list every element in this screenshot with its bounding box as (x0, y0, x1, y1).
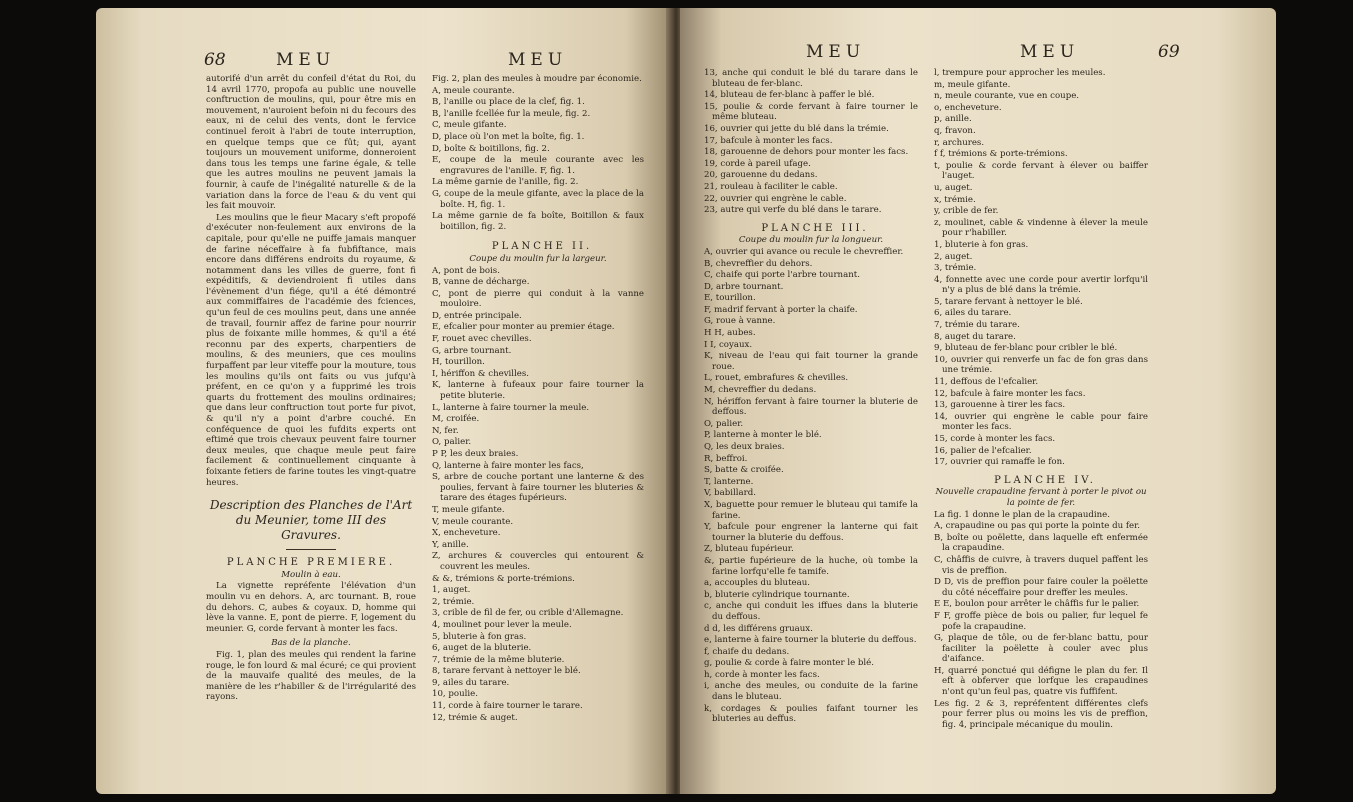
legend-item: 10, poulie. (432, 689, 478, 700)
legend-item: D D, vis de preffion pour faire couler la poëlette du côté néceffaire pour dreffer les meules. (934, 577, 1148, 598)
legend-item: B, boîte ou poëlette, dans laquelle eft enfermée la crapaudine. (934, 532, 1148, 554)
legend-item: 9, bluteau de fer-blanc pour cribler le blé. (934, 343, 1118, 354)
figure-legend-list (432, 74, 644, 232)
legend-item: q, fravon. (934, 125, 976, 136)
legend-item: 3, trémie. (934, 263, 977, 274)
description-title: Description des Planches de l'Art du Meunier, tome III des Gravures. (209, 498, 413, 543)
section-subtitle: Bas de la planche. (271, 638, 351, 649)
legend-item: 14, bluteau de fer-blanc à paffer le blé. (704, 90, 875, 101)
legend-item: T, lanterne. (704, 476, 754, 487)
running-header-right-col1: MEU (806, 42, 866, 62)
legend-item: La même garnie de fa boîte, Boitillon & faux boitillon, fig. 2. (432, 211, 644, 232)
legend-item: A, meule courante. (432, 85, 515, 96)
legend-item: 5, bluterie à fon gras. (432, 631, 527, 642)
legend-item: b, bluterie cylindrique tournante. (704, 589, 850, 600)
legend-item: 2, trémie. (432, 596, 475, 607)
legend-item: E, efcalier pour monter au premier étage. (432, 322, 615, 333)
legend-item: r, archures. (934, 137, 985, 148)
legend-item: O, palier. (704, 418, 744, 429)
legend-item: G, arbre tournant. (432, 345, 512, 356)
legend-item: & &, trémions & porte-trémions. (432, 573, 575, 584)
legend-item: g, poulie & corde à faire monter le blé. (704, 658, 874, 669)
legend-item: E, coupe de la meule courante avec les engravures de l'anille. F, fig. 1. (432, 155, 644, 176)
legend-item: 4, moulinet pour lever la meule. (432, 619, 572, 630)
legend-item: Z, archures & couvercles qui entourent & couvrent les meules. (432, 551, 644, 572)
legend-item: h, corde à monter les facs. (704, 669, 820, 680)
legend-item: Les fig. 2 & 3, repréfentent différentes clefs pour ferrer plus ou moins les vis de preffion, fig. 4, principale mécanique du moulin. (934, 698, 1148, 730)
legend-item: G, coupe de la meule gifante, avec la place de la boîte. H, fig. 1. (432, 188, 644, 210)
legend-item: V, babillard. (704, 488, 757, 499)
legend-item: H, tourillon. (432, 357, 485, 368)
legend-item: Y, bafcule pour engrener la lanterne qui fait tourner la bluterie du deffous. (704, 522, 918, 543)
legend-item: D, arbre tournant. (704, 281, 784, 292)
legend-item: R, beffroi. (704, 453, 748, 464)
plate-subtitle: Moulin à eau. (281, 569, 341, 580)
legend-item: Z, bluteau fupérieur. (704, 544, 794, 555)
legend-item: E E, boulon pour arrêter le châffis fur le palier. (934, 599, 1140, 610)
legend-item: M, chevreffier du dedans. (704, 385, 817, 396)
running-header-right-col2: MEU (1020, 42, 1080, 62)
plate-title: PLANCHE PREMIERE. (226, 557, 396, 569)
legend-item: 18, garouenne de dehors pour monter les facs. (704, 147, 909, 158)
legend-item: o, encheveture. (934, 102, 1002, 113)
legend-item: M, croifée. (432, 414, 480, 425)
legend-item: 9, ailes du tarare. (432, 677, 510, 688)
legend-list (704, 68, 918, 216)
legend-item: 15, poulie & corde fervant à faire tourner le même bluteau. (704, 101, 918, 123)
legend-item: 7, trémie du tarare. (934, 320, 1020, 331)
legend-item: x, trémie. (934, 194, 976, 205)
legend-item: y, crible de fer. (934, 206, 999, 217)
legend-item: A, ouvrier qui avance ou recule le chevreffier. (704, 246, 904, 257)
legend-item: C, meule gifante. (432, 120, 507, 131)
legend-item: La même garnie de l'anille, fig. 2. (432, 177, 579, 188)
legend-item: l, trempure pour approcher les meules. (934, 68, 1106, 78)
legend-item: 8, tarare fervant à nettoyer le blé. (432, 666, 581, 677)
legend-item: 16, palier de l'efcalier. (934, 445, 1032, 456)
plate-title: PLANCHE II. (491, 241, 593, 253)
legend-item: Q, les deux braies. (704, 442, 785, 452)
legend-item: G, plaque de tôle, ou de fer-blanc battu, pour faciliter la poëlette à couler avec plus d'aifance. (934, 633, 1148, 665)
legend-item: c, anche qui conduit les iffues dans la bluterie du deffous. (704, 601, 918, 622)
legend-item: 14, ouvrier qui engrène le cable pour faire monter les facs. (934, 411, 1148, 433)
legend-item: 17, bafcule à monter les facs. (704, 135, 833, 146)
legend-item: 23, autre qui verfe du blé dans le tarare. (704, 205, 882, 216)
legend-item: D, entrée principale. (432, 310, 522, 321)
legend-item: P P, les deux braies. (432, 449, 519, 459)
plate-title: PLANCHE III. (761, 222, 869, 234)
legend-item: 15, corde à monter les facs. (934, 434, 1056, 444)
legend-item: Q, lanterne à faire monter les facs, (432, 460, 584, 471)
legend-item: B, vanne de décharge. (432, 277, 530, 288)
legend-item: B, l'anille ou place de la clef, fig. 1. (432, 97, 585, 108)
paragraph: Fig. 1, plan des meules qui rendent la farine rouge, le fon lourd & mal écuré; ce qui provient de la mauvaife qualité des meules, de la manière de les r'habiller & de l'irrégularité des rayons. (206, 649, 416, 703)
divider (286, 549, 336, 550)
legend-item: I I, coyaux. (704, 339, 753, 350)
legend-item: f f, trémions & porte-trémions. (934, 149, 1068, 160)
legend-item: 13, garouenne à tirer les facs. (934, 400, 1066, 411)
legend-item: i, anche des meules, ou conduite de la farine dans le bluteau. (704, 681, 918, 703)
legend-item: 3, crible de fil de fer, ou crible d'Allemagne. (432, 608, 624, 619)
legend-item: I, hériffon & chevilles. (432, 368, 530, 379)
legend-item: &, partie fupérieure de la huche, où tombe la farine lorfqu'elle fe tamife. (704, 555, 918, 577)
legend-item: 6, auget de la bluterie. (432, 643, 532, 654)
legend-item: 2, auget. (934, 251, 973, 262)
left-column-1 (206, 74, 416, 704)
legend-item: 10, ouvrier qui renverfe un fac de fon gras dans une trémie. (934, 354, 1148, 376)
open-book (96, 8, 1276, 794)
legend-item: C, châffis de cuivre, à travers duquel paffent les vis de preffion. (934, 554, 1148, 576)
left-page (96, 8, 672, 794)
legend-item: G, roue à vanne. (704, 316, 776, 327)
legend-item: a, accouples du bluteau. (704, 578, 811, 589)
page-number-left: 68 (204, 50, 226, 70)
legend-item: z, moulinet, cable & vindenne à élever la meule pour r'habiller. (934, 217, 1148, 239)
legend-item: 6, ailes du tarare. (934, 308, 1012, 319)
page-number-right: 69 (1158, 42, 1180, 62)
legend-item: 8, auget du tarare. (934, 331, 1016, 342)
right-page (680, 8, 1276, 794)
legend-item: k, cordages & poulies faifant tourner les bluteries au deffus. (704, 703, 918, 725)
right-column-2 (934, 68, 1148, 731)
legend-item: 1, bluterie à fon gras. (934, 239, 1029, 250)
legend-item: 17, ouvrier qui ramaffe le fon. (934, 457, 1065, 468)
plate-legend-list (704, 247, 918, 725)
legend-item: La fig. 1 donne le plan de la crapaudine. (934, 509, 1110, 520)
legend-item: S, batte & croifée. (704, 465, 784, 476)
legend-item: 7, trémie de la même bluterie. (432, 654, 565, 665)
legend-item: F F, groffe pièce de bois ou palier, fur lequel fe pofe la crapaudine. (934, 610, 1148, 632)
legend-item: F, rouet avec chevilles. (432, 334, 532, 345)
legend-item: D, place où l'on met la boîte, fig. 1. (432, 131, 585, 142)
legend-item: d d, les différens gruaux. (704, 623, 813, 634)
right-column-1 (704, 68, 918, 726)
legend-item: X, baguette pour remuer le bluteau qui tamife la farine. (704, 499, 918, 521)
legend-item: u, auget. (934, 182, 973, 193)
legend-item: P, lanterne à monter le blé. (704, 430, 822, 441)
legend-item: C, chaife qui porte l'arbre tournant. (704, 270, 860, 281)
legend-item: m, meule gifante. (934, 79, 1011, 90)
legend-item: L, rouet, embrafures & chevilles. (704, 373, 849, 384)
legend-item: L, lanterne à faire tourner la meule. (432, 402, 590, 413)
legend-item: F, madrif fervant à porter la chaife. (704, 304, 858, 315)
running-header-left-col1: MEU (276, 50, 336, 70)
legend-item: K, niveau de l'eau qui fait tourner la grande roue. (704, 351, 918, 372)
legend-item: 13, anche qui conduit le blé du tarare dans le bluteau de fer-blanc. (704, 68, 918, 89)
paragraph: autorifé d'un arrêt du confeil d'état du Roi, du 14 avril 1770, propofa au public une nouvelle conftruction de moulins, qui, pour être mis en mouvement, n'auroient befoin ni du fecours des eaux, ni de celui des vents, dont le fervice continuel feroit à l'abri de toute interruption, en quelque temps que ce fût; qui, ayant toujours un mouvement uniforme, donneroient dans tous les temps une farine égale, & telle que les autres moulins ne peuvent jamais la fournir, à caufe de l'inégalité naturelle & de la variation dans la force de l'eau & du vent qui les fait mouvoir. (206, 74, 416, 212)
legend-item: 12, bafcule à faire monter les facs. (934, 388, 1086, 399)
plate-subtitle: Nouvelle crapaudine fervant à porter le pivot ou la pointe de fer. (935, 487, 1147, 508)
legend-item: 4, fonnette avec une corde pour avertir lorfqu'il n'y a plus de blé dans la trémie. (934, 274, 1148, 296)
legend-item: N, hériffon fervant à faire tourner la bluterie de deffous. (704, 396, 918, 418)
legend-item: t, poulie & corde fervant à élever ou baiffer l'auget. (934, 160, 1148, 182)
legend-item: S, arbre de couche portant une lanterne & des poulies, fervant à faire tourner les bluteries & tarare des étages fupérieurs. (432, 472, 644, 504)
paragraph: La vignette repréfente l'élévation d'un moulin vu en dehors. A, arc tournant. B, roue du dehors. C, aubes & coyaux. D, homme qui lève la vanne. E, pont de pierre. F, logement du meunier. G, corde fervant à monter les facs. (206, 581, 416, 634)
plate-legend-list (432, 266, 644, 724)
legend-list (934, 68, 1148, 468)
legend-item: 19, corde à pareil ufage. (704, 158, 811, 169)
legend-item: Fig. 2, plan des meules à moudre par économie. (432, 74, 642, 84)
legend-item: A, crapaudine ou pas qui porte la pointe du fer. (934, 521, 1141, 532)
plate-legend-list (934, 510, 1148, 731)
plate-subtitle: Coupe du moulin fur la largeur. (469, 253, 607, 264)
legend-item: O, palier. (432, 437, 472, 448)
legend-item: 16, ouvrier qui jette du blé dans la trémie. (704, 123, 889, 134)
legend-item: V, meule courante. (432, 516, 514, 527)
plate-subtitle: Coupe du moulin fur la longueur. (738, 235, 884, 246)
running-header-left-col2: MEU (508, 50, 568, 70)
legend-item: f, chaife du dedans. (704, 646, 790, 657)
paragraph: Les moulins que le fieur Macary s'eft propofé d'exécuter non-feulement aux environs de la capitale, pour qu'elle ne puiffe jamais manquer de farine néceffaire à fa fubfiftance, mais encore dans différens endroits du royaume, & notamment dans les villes de guerre, font fi expéditifs, & deviendroient fi utiles dans l'évènement d'un fiége, qu'il a été démontré aux commiffaires de l'académie des fciences, qu'un feul de ces moulins peut, dans une année de travail, fournir affez de farine pour nourrir plus de foixante mille hommes, & qu'il a été reconnu par des experts, charpentiers de moulins, & des meuniers, que ces moulins furpaffent par leur viteffe pour la mouture, tous les moulins qu'ils ont faits ou vus jufqu'à préfent, en ce qu'on y a fupprimé les trois quarts du frottement des moulins ordinaires; que dans leur conftruction tout porte fur pivot, & qu'il n'y a point d'arbre couché. En conféquence de quoi les fufdits experts ont eftimé que trois chevaux peuvent faire tourner deux meules, que chaque meule peut faire facilement & continuellement cinquante à foixante fetiers de farine toutes les vingt-quatre heures. (206, 212, 416, 488)
legend-item: 12, trémie & auget. (432, 712, 518, 723)
legend-item: D, boîte & boitillons, fig. 2. (432, 143, 550, 154)
left-column-2 (432, 74, 644, 724)
legend-item: 1, auget. (432, 585, 471, 596)
legend-item: T, meule gifante. (432, 504, 505, 515)
legend-item: A, pont de bois. (432, 265, 500, 276)
legend-item: 5, tarare fervant à nettoyer le blé. (934, 296, 1083, 307)
legend-item: E, tourillon. (704, 293, 756, 304)
legend-item: K, lanterne à fufeaux pour faire tourner la petite bluterie. (432, 380, 644, 402)
legend-item: 11, deffous de l'efcalier. (934, 377, 1039, 388)
legend-item: e, lanterne à faire tourner la bluterie du deffous. (704, 635, 917, 646)
legend-item: Y, anille. (432, 539, 469, 550)
legend-item: B, l'anille fcellée fur la meule, fig. 2. (432, 108, 591, 119)
legend-item: H H, aubes. (704, 328, 756, 339)
legend-item: H, quarré ponctué qui défigne le plan du fer. Il eft à obferver que lorfque les crapaudines n'ont qu'un feul pas, quatre vis fuffifent. (934, 665, 1148, 698)
legend-item: B, chevreffier du dehors. (704, 258, 813, 269)
legend-item: p, anille. (934, 114, 972, 125)
plate-title: PLANCHE IV. (994, 474, 1096, 486)
legend-item: 22, ouvrier qui engrène le cable. (704, 193, 847, 204)
legend-item: C, pont de pierre qui conduit à la vanne mouloire. (432, 288, 644, 310)
legend-item: 21, rouleau à faciliter le cable. (704, 181, 838, 192)
legend-item: 20, garouenne du dedans. (704, 170, 818, 181)
legend-item: n, meule courante, vue en coupe. (934, 91, 1080, 102)
legend-item: 11, corde à faire tourner le tarare. (432, 701, 583, 712)
legend-item: N, fer. (432, 425, 459, 436)
legend-item: X, encheveture. (432, 528, 501, 539)
